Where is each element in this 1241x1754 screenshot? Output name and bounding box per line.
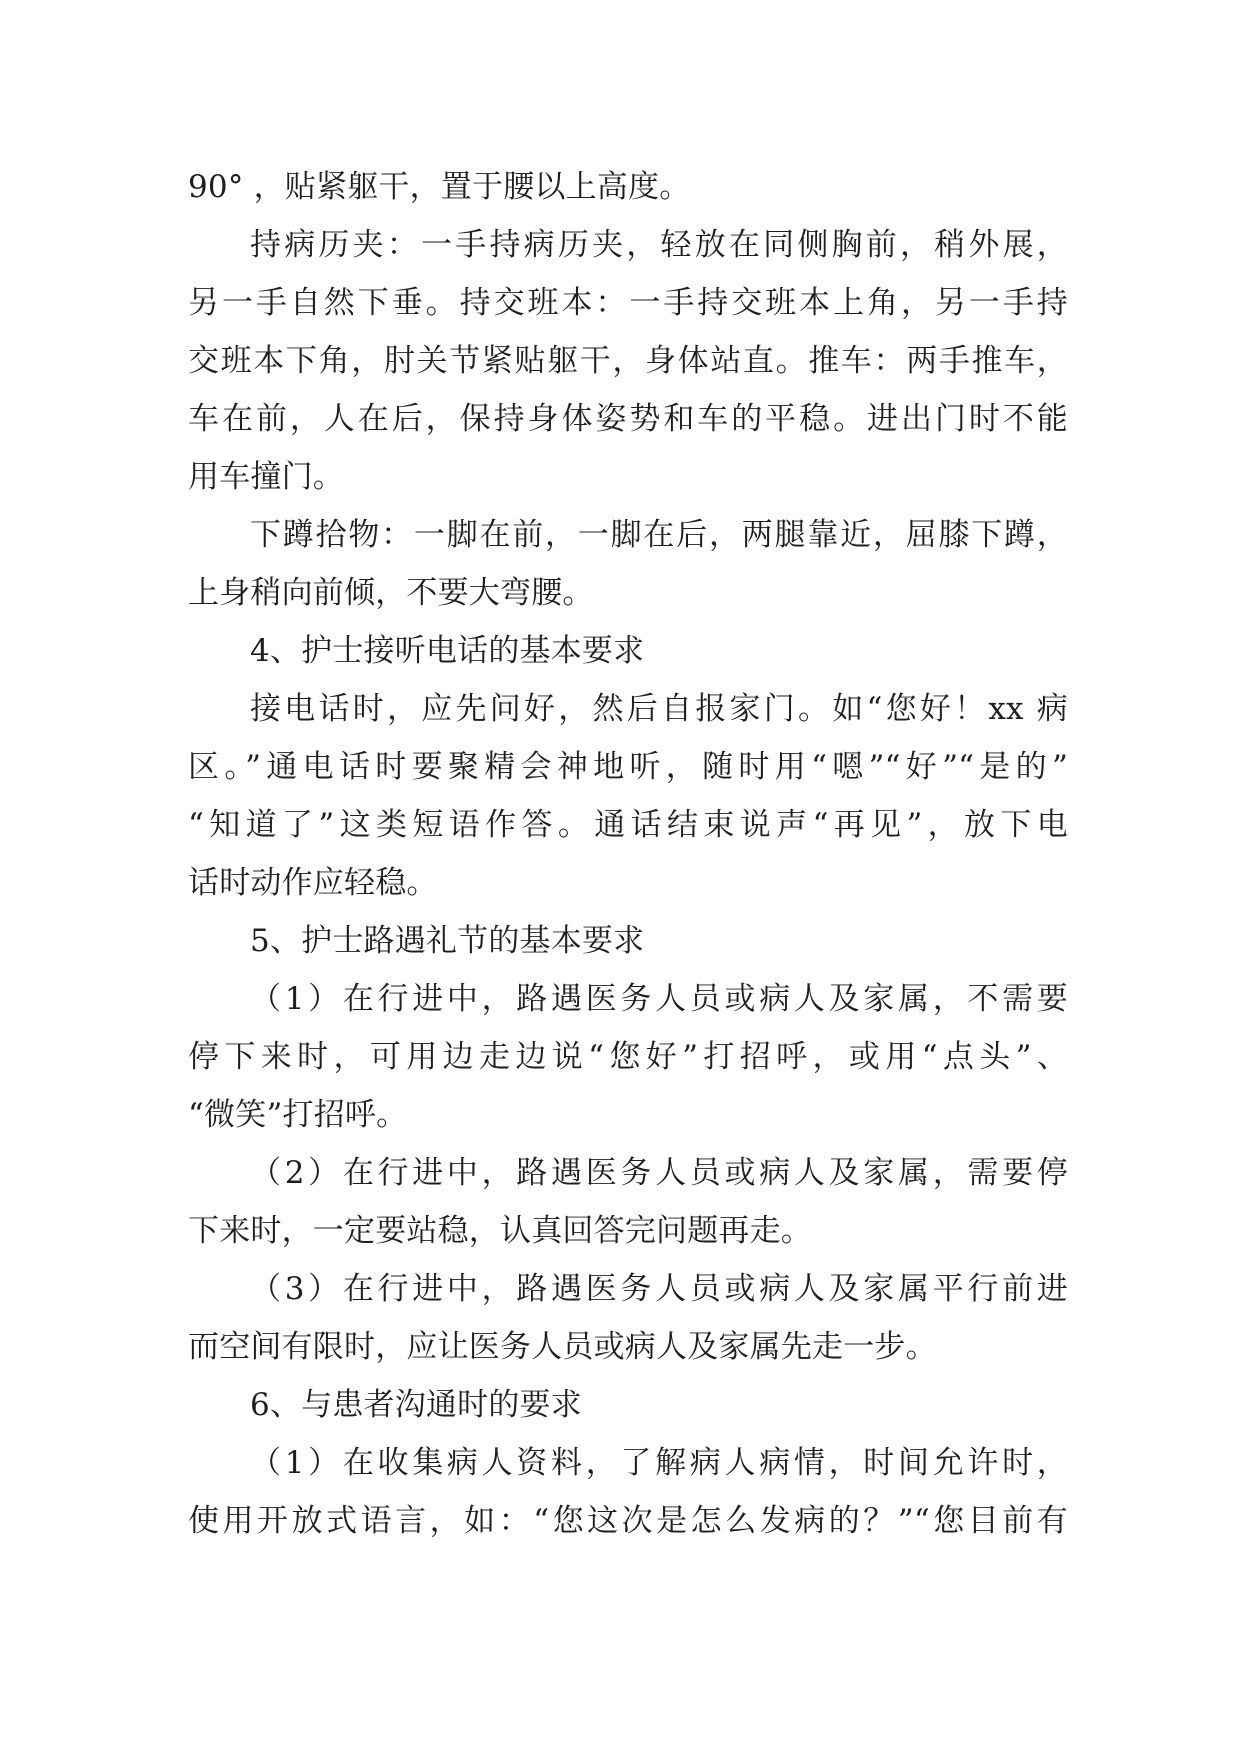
text-line: （3）在行进中，路遇医务人员或病人及家属平行前进 bbox=[250, 1271, 1068, 1307]
text-line: 另一手自然下垂。持交班本：一手持交班本上角，另一手持 bbox=[188, 285, 1068, 321]
text-line: 90° ，贴紧躯干，置于腰以上高度。 bbox=[188, 169, 691, 205]
text-line: 5、护士路遇礼节的基本要求 bbox=[250, 923, 645, 959]
text-line: 下蹲拾物：一脚在前，一脚在后，两腿靠近，屈膝下蹲， bbox=[250, 517, 1068, 553]
text-line: 车在前，人在后，保持身体姿势和车的平稳。进出门时不能 bbox=[188, 401, 1068, 437]
text-line: 停下来时，可用边走边说“您好”打招呼，或用“点头”、 bbox=[188, 1039, 1068, 1075]
text-line: 持病历夹：一手持病历夹，轻放在同侧胸前，稍外展， bbox=[250, 227, 1068, 263]
text-line: 区。”通电话时要聚精会神地听，随时用“嗯”“好”“是的” bbox=[188, 749, 1068, 785]
text-line: （1）在收集病人资料，了解病人病情，时间允许时， bbox=[250, 1445, 1068, 1481]
text-line: 6、与患者沟通时的要求 bbox=[250, 1387, 582, 1423]
text-line: （1）在行进中，路遇医务人员或病人及家属，不需要 bbox=[250, 981, 1068, 1017]
text-line: 接电话时，应先问好，然后自报家门。如“您好！xx 病 bbox=[250, 691, 1068, 727]
text-line: 用车撞门。 bbox=[188, 459, 344, 495]
text-line: 而空间有限时，应让医务人员或病人及家属先走一步。 bbox=[188, 1329, 937, 1365]
text-line: 话时动作应轻稳。 bbox=[188, 865, 438, 901]
text-line: 使用开放式语言，如：“您这次是怎么发病的？”“您目前有 bbox=[188, 1503, 1068, 1539]
text-line: 交班本下角，肘关节紧贴躯干，身体站直。推车：两手推车， bbox=[188, 343, 1068, 379]
text-line: （2）在行进中，路遇医务人员或病人及家属，需要停 bbox=[250, 1155, 1068, 1191]
text-line: 下来时，一定要站稳，认真回答完问题再走。 bbox=[188, 1213, 812, 1249]
text-line: “知道了”这类短语作答。通话结束说声“再见”，放下电 bbox=[188, 807, 1068, 843]
text-line: 4、护士接听电话的基本要求 bbox=[250, 633, 645, 669]
text-line: “微笑”打招呼。 bbox=[188, 1097, 408, 1133]
document-body bbox=[188, 158, 1068, 1550]
text-line: 上身稍向前倾，不要大弯腰。 bbox=[188, 575, 594, 611]
